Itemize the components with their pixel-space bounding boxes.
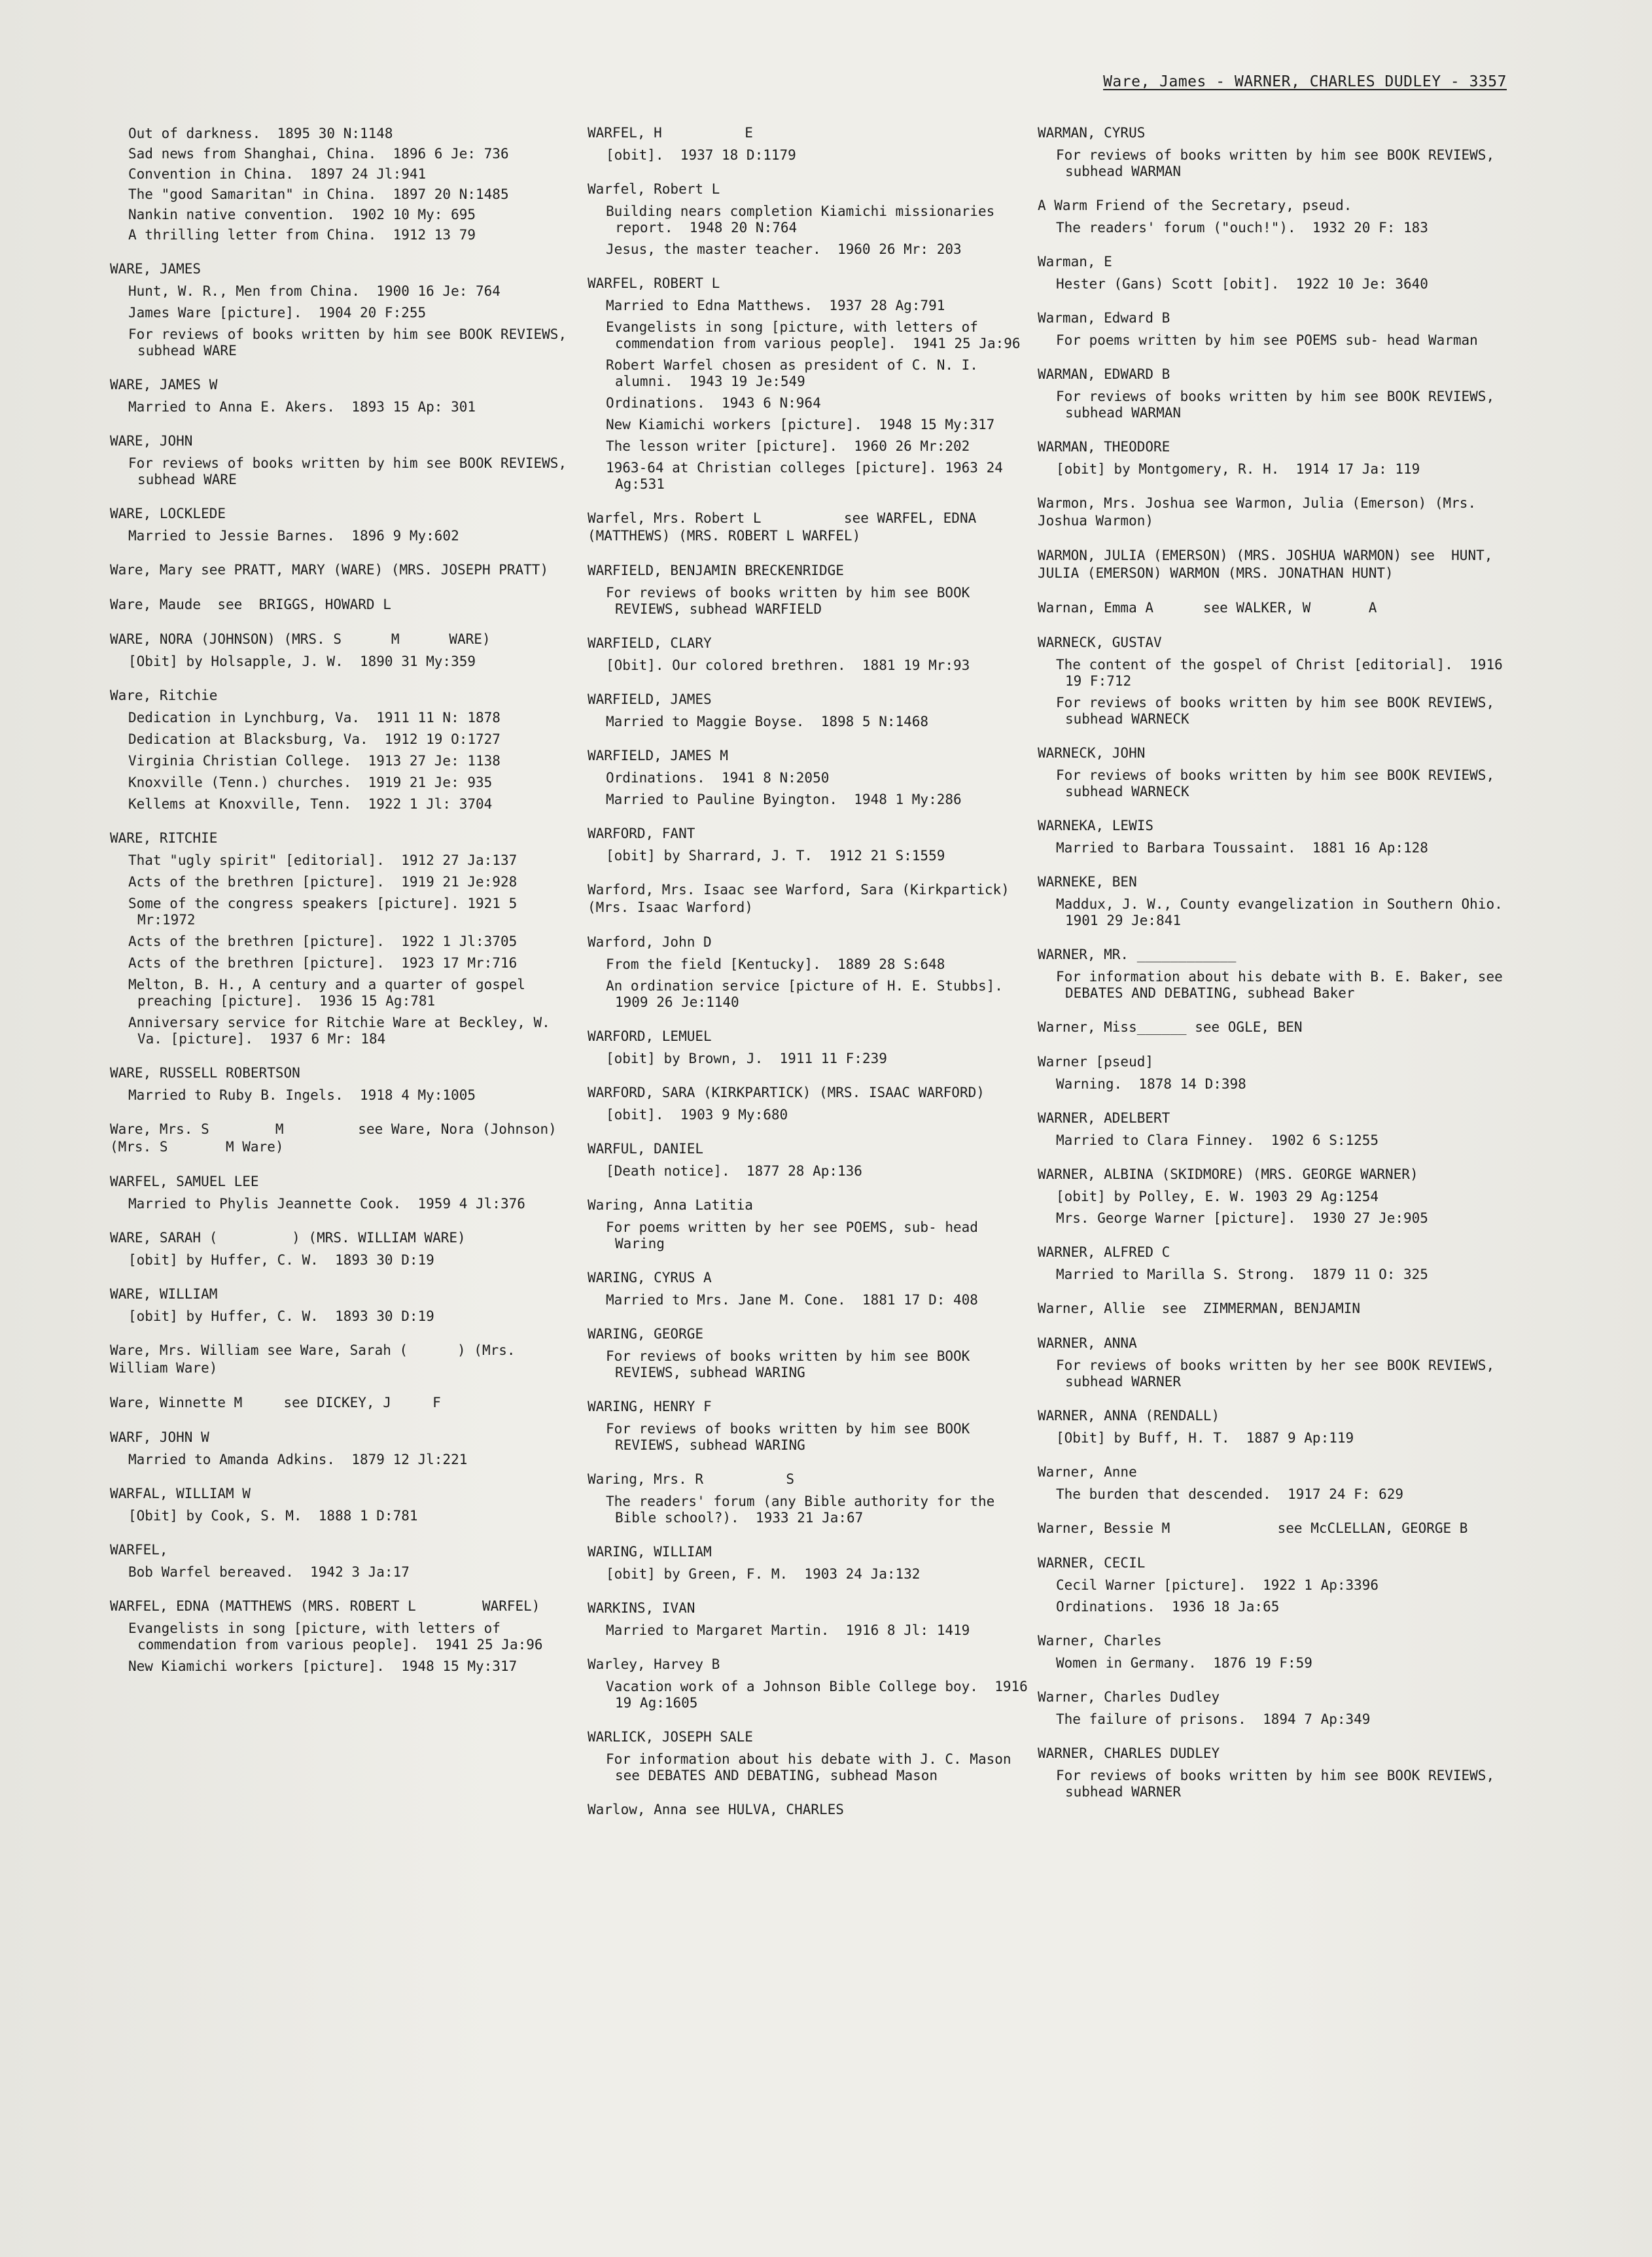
index-entry bbox=[110, 1064, 568, 1104]
index-entry bbox=[110, 1429, 568, 1468]
entry-citation: The failure of prisons. 1894 7 Ap:349 bbox=[1056, 1711, 1371, 1727]
index-entry bbox=[1038, 599, 1509, 617]
running-head: Ware, James - WARNER, CHARLES DUDLEY - 3357 bbox=[1103, 73, 1507, 90]
entry-heading: WARE, JAMES W bbox=[110, 377, 218, 393]
entry-heading: WARFIELD, BENJAMIN BRECKENRIDGE bbox=[588, 563, 844, 578]
entry-citation: The lesson writer [picture]. 1960 26 Mr:202 bbox=[606, 438, 970, 454]
index-entry bbox=[110, 376, 568, 415]
entry-heading: Ware, Mrs. S M see Ware, Nora (Johnson) (Mrs. S M Ware) bbox=[110, 1121, 565, 1155]
entry-citation: Married to Edna Matthews. 1937 28 Ag:791 bbox=[606, 298, 945, 313]
index-entry bbox=[110, 260, 575, 359]
index-entry bbox=[1038, 547, 1509, 582]
index-entry bbox=[588, 275, 1032, 493]
entry-citation: James Ware [picture]. 1904 20 F:255 bbox=[128, 305, 427, 321]
entry-citation: For reviews of books written by him see BOOK REVIEWS, subhead WARNECK bbox=[1056, 695, 1503, 727]
index-entry bbox=[1038, 197, 1509, 236]
entry-heading: Warfel, Mrs. Robert L see WARFEL, EDNA (MATTHEWS) (MRS. ROBERT L WARFEL) bbox=[588, 510, 985, 544]
entry-heading: WARKINS, IVAN bbox=[588, 1600, 695, 1616]
entry-heading: Warner, Anne bbox=[1038, 1464, 1137, 1480]
entry-heading: Ware, Winnette M see DICKEY, J F bbox=[110, 1395, 441, 1410]
index-entry bbox=[1038, 309, 1509, 349]
index-entry bbox=[1038, 873, 1520, 929]
index-entry bbox=[110, 631, 568, 670]
entry-heading: WARNER, ALFRED C bbox=[1038, 1244, 1170, 1260]
entry-citation: Ordinations. 1936 18 Ja:65 bbox=[1056, 1599, 1280, 1615]
entry-heading: WARE, LOCKLEDE bbox=[110, 506, 226, 521]
entry-citation: [obit] by Huffer, C. W. 1893 30 D:19 bbox=[128, 1308, 434, 1324]
entry-citation: Married to Phylis Jeannette Cook. 1959 4 Jl:376 bbox=[128, 1196, 525, 1212]
index-entry bbox=[1038, 366, 1509, 421]
entry-citation: Maddux, J. W., County evangelization in Southern Ohio. 1901 29 Je:841 bbox=[1056, 896, 1520, 928]
entry-heading: WARNER, ALBINA (SKIDMORE) (MRS. GEORGE WARNER) bbox=[1038, 1166, 1418, 1182]
index-entry bbox=[1038, 124, 1509, 180]
index-entry bbox=[1038, 1632, 1509, 1671]
entry-heading: Warman, Edward B bbox=[1038, 310, 1170, 326]
entry-heading: Ware, Maude see BRIGGS, HOWARD L bbox=[110, 597, 391, 612]
entry-citation: Married to Amanda Adkins. 1879 12 Jl:221 bbox=[128, 1452, 468, 1467]
index-entry bbox=[110, 505, 568, 544]
entry-citation: Kellems at Knoxville, Tenn. 1922 1 Jl: 3704 bbox=[128, 796, 493, 812]
entry-heading: WARLICK, JOSEPH SALE bbox=[588, 1729, 753, 1745]
index-entry bbox=[110, 432, 575, 488]
entry-citation: Married to Pauline Byington. 1948 1 My:286 bbox=[606, 792, 962, 807]
index-entry bbox=[110, 1394, 568, 1412]
index-entry bbox=[1038, 253, 1509, 292]
entry-citation: The readers' forum ("ouch!"). 1932 20 F: 183 bbox=[1056, 220, 1428, 236]
entry-citation: Robert Warfel chosen as president of C. N. I. alumni. 1943 19 Je:549 bbox=[606, 357, 987, 389]
entry-citation: Acts of the brethren [picture]. 1922 1 Jl:3705 bbox=[128, 934, 518, 949]
entry-citation: Married to Barbara Toussaint. 1881 16 Ap:128 bbox=[1056, 840, 1428, 856]
index-entry bbox=[110, 1286, 568, 1325]
entry-heading: Warlow, Anna see HULVA, CHARLES bbox=[588, 1802, 844, 1817]
entry-heading: WARFORD, SARA (KIRKPARTICK) (MRS. ISAAC WARFORD) bbox=[588, 1085, 985, 1100]
entry-heading: WARMAN, CYRUS bbox=[1038, 125, 1146, 141]
entry-citation: [obit]. 1903 9 My:680 bbox=[606, 1107, 788, 1123]
index-entry bbox=[588, 1398, 1032, 1454]
entry-citation: Married to Margaret Martin. 1916 8 Jl: 1419 bbox=[606, 1622, 970, 1638]
entry-citation: Vacation work of a Johnson Bible College boy. 1916 19 Ag:1605 bbox=[606, 1679, 1036, 1711]
entry-heading: WARNER, ANNA bbox=[1038, 1335, 1137, 1351]
entry-heading: Waring, Anna Latitia bbox=[588, 1197, 753, 1213]
index-entry bbox=[588, 1728, 1032, 1784]
entry-citation: That "ugly spirit" [editorial]. 1912 27 Ja:137 bbox=[128, 852, 518, 868]
entry-citation: [obit] by Green, F. M. 1903 24 Ja:132 bbox=[606, 1566, 921, 1582]
index-entry bbox=[588, 1028, 1032, 1067]
entry-heading: WARNEKE, BEN bbox=[1038, 874, 1137, 890]
entry-heading: Ware, Ritchie bbox=[110, 688, 218, 703]
entry-citation: Married to Maggie Boyse. 1898 5 N:1468 bbox=[606, 714, 929, 729]
entry-heading: WARING, GEORGE bbox=[588, 1326, 704, 1342]
entry-heading: Warmon, Mrs. Joshua see Warmon, Julia (Emerson) (Mrs. Joshua Warmon) bbox=[1038, 495, 1485, 529]
entry-heading: WARFIELD, JAMES bbox=[588, 691, 712, 707]
index-entry bbox=[588, 1471, 1032, 1526]
entry-heading: WARE, NORA (JOHNSON) (MRS. S M WARE) bbox=[110, 631, 491, 647]
entry-citation: Ordinations. 1941 8 N:2050 bbox=[606, 770, 830, 786]
index-entry bbox=[588, 1084, 1032, 1123]
index-entry bbox=[110, 1121, 568, 1156]
entry-citation: Married to Anna E. Akers. 1893 15 Ap: 301 bbox=[128, 399, 476, 415]
entry-heading: Warford, Mrs. Isaac see Warford, Sara (Kirkpartick) (Mrs. Isaac Warford) bbox=[588, 882, 1018, 915]
entry-heading: WARING, CYRUS A bbox=[588, 1270, 712, 1286]
index-entry bbox=[1038, 1335, 1509, 1390]
index-entry bbox=[1038, 1745, 1509, 1800]
index-entry bbox=[588, 825, 1032, 864]
entry-heading: WARE, WILLIAM bbox=[110, 1286, 218, 1302]
entry-heading: WARFUL, DANIEL bbox=[588, 1141, 704, 1157]
index-entry bbox=[1038, 1244, 1509, 1283]
entry-citation: Cecil Warner [picture]. 1922 1 Ap:3396 bbox=[1056, 1577, 1379, 1593]
entry-citation: Dedication in Lynchburg, Va. 1911 11 N: 1878 bbox=[128, 710, 501, 726]
entry-citation: For reviews of books written by him see BOOK REVIEWS, subhead WARNER bbox=[1056, 1768, 1503, 1800]
entry-heading: WARNECK, JOHN bbox=[1038, 745, 1146, 761]
entry-citation: Jesus, the master teacher. 1960 26 Mr: 203 bbox=[606, 241, 962, 257]
index-entry bbox=[1038, 1053, 1509, 1093]
entry-heading: WARE, RITCHIE bbox=[110, 830, 218, 846]
index-entry bbox=[588, 1543, 1032, 1583]
entry-heading: WARNER, ANNA (RENDALL) bbox=[1038, 1408, 1220, 1424]
index-entry bbox=[1038, 1166, 1509, 1227]
entry-citation: Evangelists in song [picture, with letters of commendation from various people]. 1941 25 Ja:96 bbox=[606, 319, 1021, 351]
index-entry bbox=[110, 1485, 568, 1524]
entry-citation: [obit] by Brown, J. 1911 11 F:239 bbox=[606, 1051, 887, 1066]
entry-heading: Warner, Charles Dudley bbox=[1038, 1689, 1220, 1705]
index-entry bbox=[588, 1140, 1032, 1180]
entry-heading: Warnan, Emma A see WALKER, W A bbox=[1038, 600, 1377, 616]
index-entry bbox=[110, 1598, 568, 1675]
index-entry bbox=[1038, 495, 1509, 530]
entry-heading: WARNER, CHARLES DUDLEY bbox=[1038, 1745, 1220, 1761]
index-entry bbox=[588, 881, 1032, 917]
entry-heading: WARNECK, GUSTAV bbox=[1038, 635, 1162, 650]
entry-heading: WARNER, CECIL bbox=[1038, 1555, 1146, 1571]
index-entry bbox=[1038, 1463, 1509, 1503]
entry-citation: [Obit] by Cook, S. M. 1888 1 D:781 bbox=[128, 1508, 418, 1524]
index-entry bbox=[1038, 1019, 1509, 1036]
entry-citation: [Obit] by Holsapple, J. W. 1890 31 My:359 bbox=[128, 654, 476, 669]
entry-citation: Melton, B. H., A century and a quarter of gospel preaching [picture]. 1936 15 Ag:781 bbox=[128, 977, 534, 1009]
entry-citation: [obit] by Montgomery, R. H. 1914 17 Ja: 119 bbox=[1056, 461, 1420, 477]
index-entry bbox=[1038, 744, 1509, 800]
entry-citation: The readers' forum (any Bible authority for the Bible school?). 1933 21 Ja:67 bbox=[606, 1494, 1003, 1526]
entry-citation: [Obit] by Buff, H. T. 1887 9 Ap:119 bbox=[1056, 1430, 1354, 1446]
entry-citation: For reviews of books written by him see BOOK REVIEWS, subhead WARNECK bbox=[1056, 767, 1503, 799]
entry-citation: For reviews of books written by him see BOOK REVIEWS, subhead WARING bbox=[606, 1348, 978, 1380]
entry-heading: WARNEKA, LEWIS bbox=[1038, 818, 1154, 833]
entry-citation: Some of the congress speakers [picture]. 1921 5 Mr:1972 bbox=[128, 896, 525, 928]
index-entry bbox=[588, 1197, 1032, 1252]
entry-heading: WARNER, ADELBERT bbox=[1038, 1110, 1170, 1126]
entry-heading: WARMAN, THEODORE bbox=[1038, 439, 1170, 455]
entry-citation: [obit]. 1937 18 D:1179 bbox=[606, 147, 796, 163]
entry-heading: Waring, Mrs. R S bbox=[588, 1471, 795, 1487]
index-entry bbox=[110, 561, 568, 579]
index-entry bbox=[110, 830, 568, 1047]
entry-heading: WARFEL, SAMUEL LEE bbox=[110, 1174, 259, 1189]
entry-citation: From the field [Kentucky]. 1889 28 S:648 bbox=[606, 956, 945, 972]
entry-citation: The "good Samaritan" in China. 1897 20 N:1485 bbox=[128, 186, 509, 202]
entry-heading: WARE, JOHN bbox=[110, 433, 193, 449]
entry-citation: For information about his debate with B. E. Baker, see DEBATES AND DEBATING, subhead Baker bbox=[1056, 969, 1511, 1001]
entry-citation: Warning. 1878 14 D:398 bbox=[1056, 1076, 1246, 1092]
index-entry bbox=[1038, 634, 1509, 727]
entry-heading: Ware, Mary see PRATT, MARY (WARE) (MRS. JOSEPH PRATT) bbox=[110, 562, 549, 578]
index-entry bbox=[1038, 1554, 1509, 1615]
index-entry bbox=[1038, 1407, 1509, 1446]
entry-citation: For reviews of books written by him see BOOK REVIEWS, subhead WARMAN bbox=[1056, 147, 1503, 179]
entry-citation: For reviews of books written by him see BOOK REVIEWS, subhead WARE bbox=[128, 455, 575, 487]
entry-citation: For information about his debate with J. C. Mason see DEBATES AND DEBATING, subhead Mason bbox=[606, 1751, 1020, 1783]
index-entry bbox=[588, 1325, 1032, 1381]
entry-citation: For reviews of books written by him see BOOK REVIEWS, subhead WARFIELD bbox=[606, 585, 978, 617]
entry-heading: WARING, WILLIAM bbox=[588, 1544, 712, 1560]
entry-heading: WARFORD, LEMUEL bbox=[588, 1028, 712, 1044]
entry-citation: Married to Clara Finney. 1902 6 S:1255 bbox=[1056, 1132, 1379, 1148]
index-entry bbox=[110, 687, 568, 813]
index-entry bbox=[110, 596, 568, 614]
index-entry bbox=[110, 1173, 568, 1212]
index-entry bbox=[1038, 1688, 1509, 1728]
entry-heading: WARFORD, FANT bbox=[588, 826, 695, 841]
entry-heading: WARFEL, EDNA (MATTHEWS (MRS. ROBERT L WARFEL) bbox=[110, 1598, 540, 1614]
entry-citation: Hunt, W. R., Men from China. 1900 16 Je: 764 bbox=[128, 283, 501, 299]
entry-citation: For poems written by her see POEMS, sub- head Waring bbox=[606, 1219, 987, 1251]
index-entry bbox=[1038, 1520, 1509, 1537]
entry-citation: Acts of the brethren [picture]. 1919 21 Je:928 bbox=[128, 874, 518, 890]
entry-heading: WARE, RUSSELL ROBERTSON bbox=[110, 1065, 300, 1081]
entry-citation: Dedication at Blacksburg, Va. 1912 19 O:1727 bbox=[128, 731, 501, 747]
index-entry bbox=[110, 1229, 568, 1268]
entry-citation: For poems written by him see POEMS sub- head Warman bbox=[1056, 332, 1478, 348]
index-entry bbox=[588, 181, 1032, 258]
entry-citation: An ordination service [picture of H. E. Stubbs]. 1909 26 Je:1140 bbox=[606, 978, 1020, 1010]
index-column-3 bbox=[1038, 124, 1520, 1817]
entry-citation: Evangelists in song [picture, with letters of commendation from various people]. 1941 25 Ja:96 bbox=[128, 1620, 543, 1653]
entry-heading: Warman, E bbox=[1038, 254, 1112, 270]
entry-citation: The burden that descended. 1917 24 F: 629 bbox=[1056, 1486, 1404, 1502]
index-entry bbox=[588, 747, 1032, 808]
index-entry bbox=[588, 691, 1032, 730]
index-column-1 bbox=[110, 124, 575, 1692]
entry-citation: Anniversary service for Ritchie Ware at Beckley, W. Va. [picture]. 1937 6 Mr: 184 bbox=[128, 1015, 559, 1047]
entry-citation: Convention in China. 1897 24 Jl:941 bbox=[128, 166, 427, 182]
entry-citation: Building nears completion Kiamichi missionaries report. 1948 20 N:764 bbox=[606, 203, 1003, 236]
index-entry bbox=[588, 1269, 1032, 1308]
entry-citation: The content of the gospel of Christ [editorial]. 1916 19 F:712 bbox=[1056, 657, 1511, 689]
entry-heading: Warfel, Robert L bbox=[588, 181, 720, 197]
index-entry bbox=[588, 934, 1032, 1011]
entry-citation: [Obit]. Our colored brethren. 1881 19 Mr:93 bbox=[606, 657, 970, 673]
entry-citation: Married to Jessie Barnes. 1896 9 My:602 bbox=[128, 528, 459, 544]
index-entry bbox=[110, 1342, 568, 1377]
index-entry bbox=[1038, 438, 1509, 478]
index-entry bbox=[588, 510, 1032, 545]
entry-heading: WARFEL, ROBERT L bbox=[588, 275, 720, 291]
entry-citation: For reviews of books written by him see BOOK REVIEWS, subhead WARING bbox=[606, 1421, 978, 1453]
entry-heading: WARF, JOHN W bbox=[110, 1429, 209, 1445]
index-entry bbox=[110, 126, 568, 243]
entry-heading: WARFIELD, CLARY bbox=[588, 635, 712, 651]
entry-citation: 1963-64 at Christian colleges [picture]. 1963 24 Ag:531 bbox=[606, 460, 1011, 492]
entry-citation: [obit] by Polley, E. W. 1903 29 Ag:1254 bbox=[1056, 1189, 1379, 1204]
index-entry bbox=[588, 1801, 1032, 1819]
index-entry bbox=[588, 124, 1032, 164]
entry-heading: WARFAL, WILLIAM W bbox=[110, 1486, 251, 1501]
entry-citation: Married to Mrs. Jane M. Cone. 1881 17 D: 408 bbox=[606, 1292, 978, 1308]
entry-heading: WARFIELD, JAMES M bbox=[588, 748, 728, 763]
index-entry bbox=[588, 1656, 1036, 1711]
index-entry bbox=[110, 1541, 568, 1581]
entry-citation: For reviews of books written by him see BOOK REVIEWS, subhead WARMAN bbox=[1056, 389, 1503, 421]
index-entry bbox=[1038, 817, 1509, 856]
entry-heading: Warner [pseud] bbox=[1038, 1054, 1154, 1070]
entry-citation: Mrs. George Warner [picture]. 1930 27 Je:905 bbox=[1056, 1210, 1428, 1226]
index-entry bbox=[588, 635, 1032, 674]
entry-citation: Women in Germany. 1876 19 F:59 bbox=[1056, 1655, 1312, 1671]
entry-heading: WARNER, MR. ____________ bbox=[1038, 947, 1237, 962]
entry-heading: Warford, John D bbox=[588, 934, 712, 950]
entry-citation: Sad news from Shanghai, China. 1896 6 Je: 736 bbox=[128, 146, 509, 162]
entry-citation: Bob Warfel bereaved. 1942 3 Ja:17 bbox=[128, 1564, 410, 1580]
entry-heading: Warley, Harvey B bbox=[588, 1656, 720, 1672]
entry-citation: [obit] by Huffer, C. W. 1893 30 D:19 bbox=[128, 1252, 434, 1268]
entry-citation: Virginia Christian College. 1913 27 Je: 1138 bbox=[128, 753, 501, 769]
entry-heading: Ware, Mrs. William see Ware, Sarah ( ) (Mrs. William Ware) bbox=[110, 1342, 524, 1376]
entry-citation: For reviews of books written by her see BOOK REVIEWS, subhead WARNER bbox=[1056, 1357, 1503, 1390]
entry-heading: WARING, HENRY F bbox=[588, 1399, 712, 1414]
entry-citation: New Kiamichi workers [picture]. 1948 15 My:317 bbox=[128, 1658, 518, 1674]
entry-heading: A Warm Friend of the Secretary, pseud. bbox=[1038, 198, 1352, 213]
entry-heading: WARFEL, bbox=[110, 1542, 168, 1558]
entry-citation: Acts of the brethren [picture]. 1923 17 Mr:716 bbox=[128, 955, 518, 971]
index-entry bbox=[1038, 946, 1509, 1002]
index-entry bbox=[588, 562, 1032, 618]
entry-heading: Warner, Miss______ see OGLE, BEN bbox=[1038, 1019, 1303, 1035]
entry-citation: A thrilling letter from China. 1912 13 79 bbox=[128, 227, 476, 243]
entry-citation: Out of darkness. 1895 30 N:1148 bbox=[128, 126, 393, 141]
entry-heading: Warner, Allie see ZIMMERMAN, BENJAMIN bbox=[1038, 1301, 1361, 1316]
index-entry bbox=[1038, 1110, 1509, 1149]
entry-heading: Warner, Bessie M see McCLELLAN, GEORGE B bbox=[1038, 1520, 1468, 1536]
entry-heading: WARE, JAMES bbox=[110, 261, 202, 277]
index-entry bbox=[1038, 1300, 1509, 1318]
index-entry bbox=[588, 1600, 1032, 1639]
entry-heading: WARMAN, EDWARD B bbox=[1038, 366, 1170, 382]
index-column-2 bbox=[588, 124, 1036, 1836]
entry-citation: Ordinations. 1943 6 N:964 bbox=[606, 395, 821, 411]
entry-citation: Married to Marilla S. Strong. 1879 11 O: 325 bbox=[1056, 1267, 1428, 1282]
entry-heading: Warner, Charles bbox=[1038, 1633, 1162, 1649]
entry-heading: WARMON, JULIA (EMERSON) (MRS. JOSHUA WARMON) see HUNT, JULIA (EMERSON) WARMON (MRS. JONATHAN HUNT) bbox=[1038, 548, 1502, 581]
entry-citation: Hester (Gans) Scott [obit]. 1922 10 Je: 3640 bbox=[1056, 276, 1428, 292]
entry-citation: New Kiamichi workers [picture]. 1948 15 My:317 bbox=[606, 417, 995, 432]
entry-citation: For reviews of books written by him see BOOK REVIEWS, subhead WARE bbox=[128, 326, 575, 359]
entry-citation: Knoxville (Tenn.) churches. 1919 21 Je: 935 bbox=[128, 775, 493, 790]
entry-heading: WARFEL, H E bbox=[588, 125, 753, 141]
entry-heading: WARE, SARAH ( ) (MRS. WILLIAM WARE) bbox=[110, 1230, 466, 1246]
entry-citation: Married to Ruby B. Ingels. 1918 4 My:1005 bbox=[128, 1087, 476, 1103]
entry-citation: Nankin native convention. 1902 10 My: 695 bbox=[128, 207, 476, 222]
entry-citation: [obit] by Sharrard, J. T. 1912 21 S:1559 bbox=[606, 848, 945, 864]
entry-citation: [Death notice]. 1877 28 Ap:136 bbox=[606, 1163, 862, 1179]
